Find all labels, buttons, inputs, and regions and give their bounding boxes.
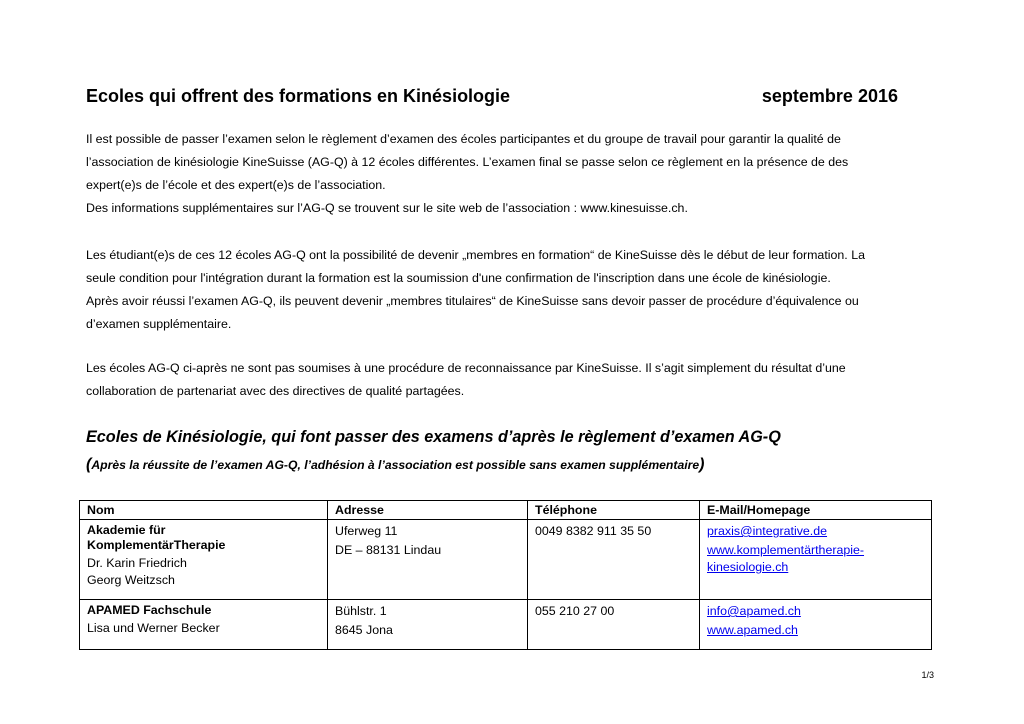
paragraph-line: seule condition pour l'intégration durant la formation est la soumission d'une confirmation de l'inscription dans une école de kinésiologie. (86, 271, 831, 285)
school-name-cell (80, 520, 328, 600)
column-header-email: E-Mail/Homepage (700, 501, 932, 520)
paragraph-line: Les étudiant(e)s de ces 12 écoles AG-Q ont la possibilité de devenir „membres en formation“ de KineSuisse dès le début de leur formation. La (86, 248, 865, 262)
email-link[interactable]: info@apamed.ch (707, 604, 801, 618)
paren-open: ( (86, 456, 92, 473)
homepage-link[interactable]: www.apamed.ch (707, 623, 798, 637)
paragraph-line: Les écoles AG-Q ci-après ne sont pas soumises à une procédure de reconnaissance par KineSuisse. Il s’agit simplement du résultat d’une (86, 361, 846, 375)
contact-person: Georg Weitzsch (87, 573, 175, 587)
section-subheading (86, 456, 704, 474)
intro-paragraph (86, 128, 936, 220)
contact-links-cell (700, 520, 932, 600)
paragraph-line: d’examen supplémentaire. (86, 317, 232, 331)
homepage-link[interactable] (707, 542, 924, 576)
page-title: Ecoles qui offrent des formations en Kinésiologie (86, 86, 511, 106)
membership-paragraph (86, 244, 936, 336)
table-row (80, 600, 932, 650)
phone-cell (528, 600, 700, 650)
phone-number: 055 210 27 00 (535, 604, 615, 618)
paragraph-line: Il est possible de passer l’examen selon le règlement d’examen des écoles participantes et du groupe de travail pour garantir la qualité de (86, 132, 841, 146)
contact-links-cell (700, 600, 932, 650)
paragraph-line: collaboration de partenariat avec des directives de qualité partagées. (86, 384, 465, 398)
column-header-address: Adresse (328, 501, 528, 520)
column-header-name: Nom (80, 501, 328, 520)
phone-cell (528, 520, 700, 600)
address-cell (328, 520, 528, 600)
paragraph-line: l’association de kinésiologie KineSuisse (AG-Q) à 12 écoles différentes. L’examen final se passe selon ce règlement en la présence de des (86, 155, 849, 169)
page-number: 1/3 (921, 670, 934, 680)
document-date: septembre 2016 (761, 86, 898, 106)
address-cell (328, 600, 528, 650)
address-street: Uferweg 11 (335, 524, 398, 538)
section-heading: Ecoles de Kinésiologie, qui font passer des examens d’après le règlement d’examen AG-Q (86, 428, 781, 446)
paren-close: ) (699, 456, 705, 473)
address-city: 8645 Jona (335, 623, 393, 637)
homepage-link-part: kinesiologie.ch (707, 560, 789, 574)
contact-person: Lisa und Werner Becker (87, 621, 220, 635)
school-name: Akademie für (87, 523, 166, 537)
partnership-paragraph (86, 357, 936, 403)
school-name-cell (80, 600, 328, 650)
column-header-phone: Téléphone (528, 501, 700, 520)
subheading-text: Après la réussite de l’examen AG-Q, l’adhésion à l’association est possible sans examen supplémentaire (91, 458, 700, 472)
table-row (80, 520, 932, 600)
title-row (86, 86, 898, 107)
paragraph-line: Des informations supplémentaires sur l’AG-Q se trouvent sur le site web de l’association : www.kinesuisse.ch. (86, 201, 688, 215)
email-link[interactable]: praxis@integrative.de (707, 524, 828, 538)
table-header-row (80, 501, 932, 520)
paragraph-line: Après avoir réussi l’examen AG-Q, ils peuvent devenir „membres titulaires“ de KineSuisse sans devoir passer de procédure d’équivalence ou (86, 294, 859, 308)
school-name: KomplementärTherapie (87, 538, 226, 552)
address-street: Bühlstr. 1 (335, 604, 387, 618)
homepage-link-part: www.komplementärtherapie- (707, 543, 865, 557)
address-city: DE – 88131 Lindau (335, 543, 442, 557)
paragraph-line: expert(e)s de l’école et des expert(e)s de l’association. (86, 178, 386, 192)
schools-table (79, 500, 932, 650)
contact-person: Dr. Karin Friedrich (87, 556, 187, 570)
school-name: APAMED Fachschule (87, 603, 212, 617)
phone-number: 0049 8382 911 35 50 (535, 524, 652, 538)
